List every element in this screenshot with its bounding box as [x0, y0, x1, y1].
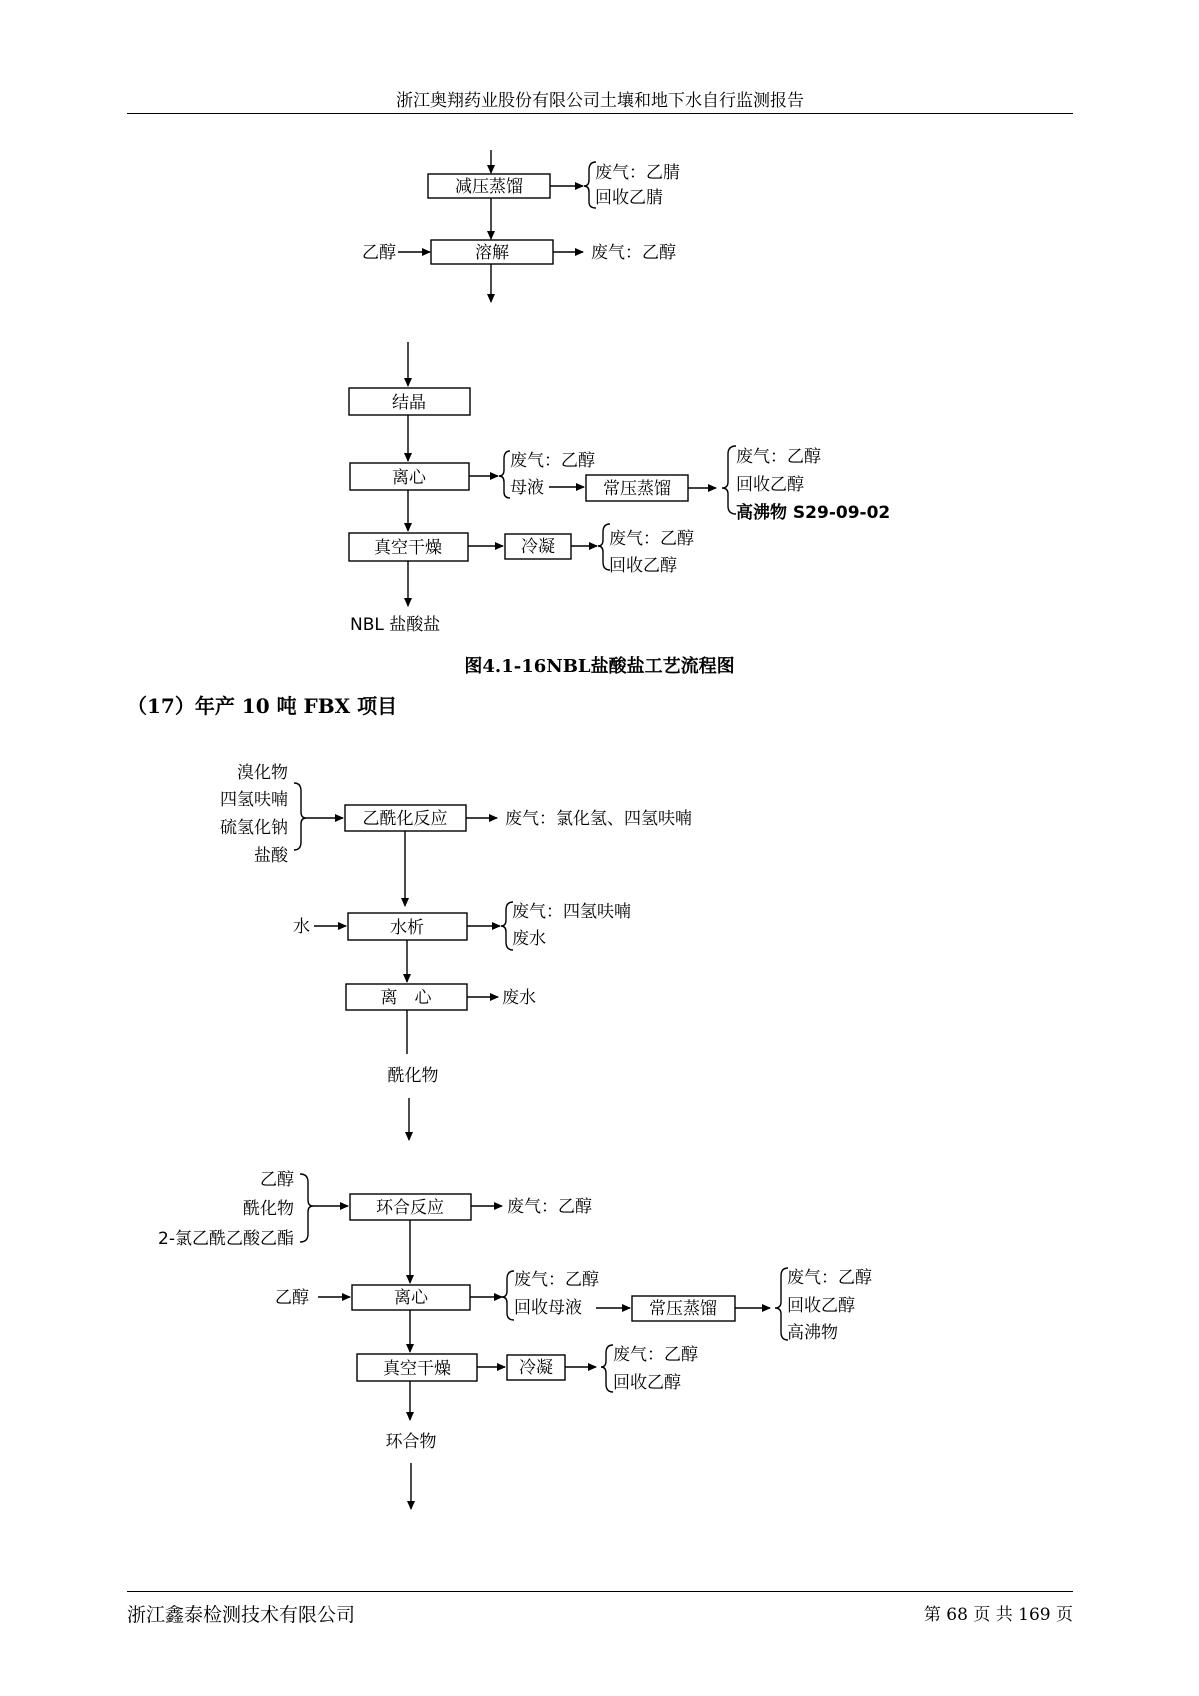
- flow-label: 废气：乙醇: [510, 451, 595, 471]
- flow-label: 废水: [512, 929, 546, 949]
- flow-label: 废气：乙醇: [736, 447, 821, 467]
- flow-label: 回收母液: [514, 1298, 582, 1318]
- flow-label: 废气：乙醇: [591, 243, 676, 263]
- input-label: 酰化物: [243, 1199, 294, 1219]
- flow3: [220, 763, 692, 1140]
- flow-label: 废气：氯化氢、四氢呋喃: [505, 809, 692, 829]
- brace: [499, 451, 510, 498]
- box-label: 冷凝: [521, 537, 555, 557]
- input-label: 乙醇: [260, 1170, 294, 1190]
- flow-label: 废水: [502, 988, 536, 1008]
- box-label: 离心: [394, 1288, 428, 1308]
- box-label: 水析: [390, 918, 424, 938]
- footer-rule: [127, 1591, 1073, 1592]
- flow-label: 高沸物 S29-09-02: [736, 503, 891, 523]
- flow-label: 废气：四氢呋喃: [512, 902, 631, 922]
- footer-company: 浙江鑫泰检测技术有限公司: [127, 1604, 356, 1626]
- input-label: 2-氯乙酰乙酸乙酯: [158, 1229, 294, 1249]
- flow-label: 回收乙醇: [787, 1296, 855, 1316]
- box-label: 真空干燥: [374, 538, 442, 558]
- figure-caption: 图4.1-16NBL盐酸盐工艺流程图: [464, 656, 735, 677]
- box-label: 溶解: [475, 243, 509, 263]
- box-label: 减压蒸馏: [455, 177, 523, 197]
- box-label: 结晶: [392, 393, 426, 413]
- flow-label: 高沸物: [787, 1323, 838, 1343]
- product-label: NBL 盐酸盐: [350, 615, 441, 635]
- input-label: 乙醇: [275, 1288, 309, 1308]
- flow-label: 回收乙醇: [736, 475, 804, 495]
- input-label: 乙醇: [362, 243, 396, 263]
- box-label: 乙酰化反应: [362, 809, 448, 829]
- box-label: 真空干燥: [383, 1359, 451, 1379]
- flow-label: 母液: [510, 478, 544, 498]
- box-label: 离心: [392, 468, 426, 488]
- flow-label: 废气：乙醇: [787, 1268, 872, 1288]
- flow1: [362, 150, 680, 302]
- input-label: 溴化物: [237, 763, 288, 783]
- brace: [722, 446, 736, 514]
- brace: [502, 1271, 514, 1320]
- flow4: [158, 1170, 872, 1509]
- box-label: 离 心: [380, 988, 432, 1008]
- box-label: 常压蒸馏: [603, 479, 671, 499]
- input-label: 四氢呋喃: [220, 790, 288, 810]
- box-label: 冷凝: [519, 1358, 553, 1378]
- flow-label: 废气：乙腈: [595, 163, 680, 183]
- flow2: [349, 342, 890, 635]
- brace: [300, 1174, 313, 1242]
- product-label: 环合物: [385, 1432, 437, 1452]
- flow-label: 废气：乙醇: [613, 1345, 698, 1365]
- box-label: 环合反应: [376, 1198, 444, 1218]
- flow-label: 废气：乙醇: [507, 1197, 592, 1217]
- product-label: 酰化物: [387, 1066, 439, 1086]
- input-label: 盐酸: [254, 846, 288, 866]
- flow-label: 废气：乙醇: [609, 529, 694, 549]
- brace: [294, 783, 306, 850]
- box-label: 常压蒸馏: [649, 1299, 717, 1319]
- footer-page-number: 第 68 页 共 169 页: [923, 1605, 1073, 1625]
- input-label: 硫氢化钠: [220, 818, 288, 838]
- flow-label: 回收乙醇: [609, 556, 677, 576]
- flow-label: 回收乙醇: [613, 1373, 681, 1393]
- flow-label: 废气：乙醇: [514, 1270, 599, 1290]
- input-label: 水: [293, 917, 310, 937]
- brace: [601, 1345, 613, 1392]
- section-heading: （17）年产 10 吨 FBX 项目: [127, 694, 398, 718]
- page-header: 浙江奥翔药业股份有限公司土壤和地下水自行监测报告: [396, 91, 804, 111]
- flow-label: 回收乙腈: [595, 188, 663, 208]
